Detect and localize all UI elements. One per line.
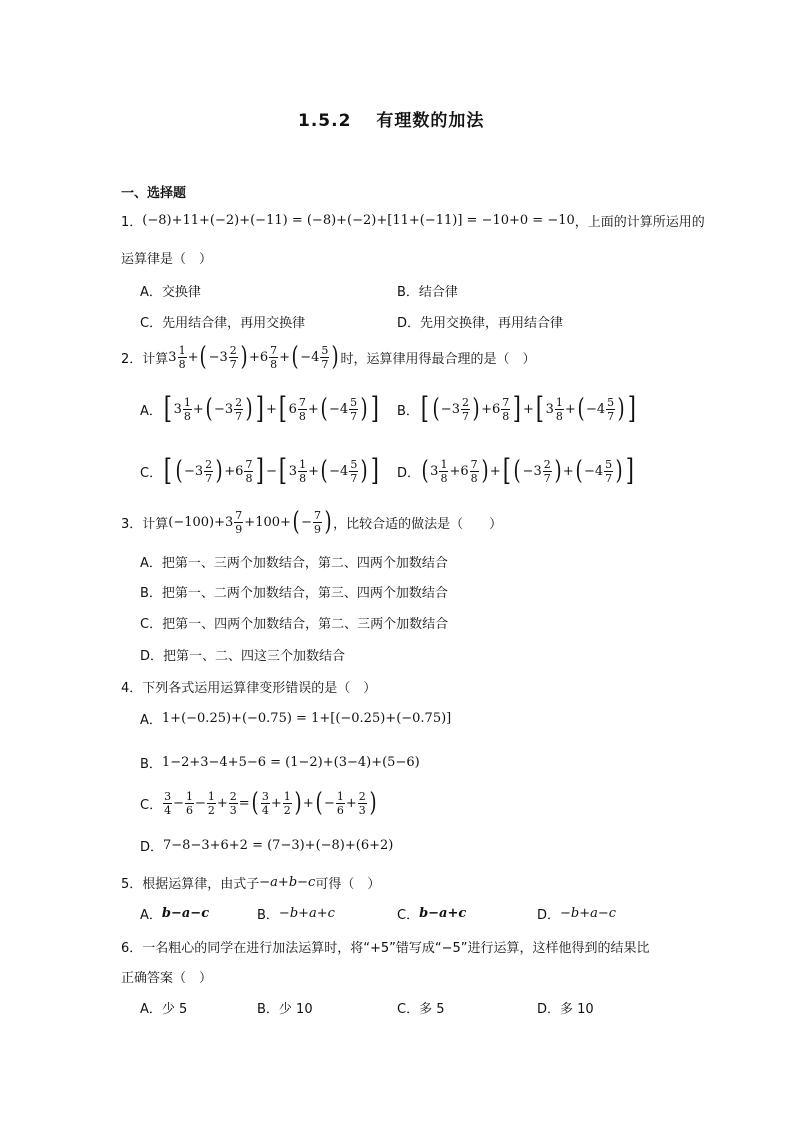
- question-2-option-b[interactable]: B． [ ( −3 $\frac{2}{7}$ ) +6 $\frac{7}{8}$ ] + [ 3 $\frac{1}{8}$ + ( −4 $\frac{5}{7}$ ) ]: [397, 391, 637, 426]
- question-2-stem-tail: 时，运算律用得最合理的是（ ）: [340, 351, 536, 367]
- question-6-option-a[interactable]: A．少 5: [140, 1002, 188, 1017]
- page-title: 1.5.2 有理数的加法: [298, 111, 485, 131]
- option-d-label: D．: [537, 908, 561, 923]
- option-b-label: B．: [140, 757, 162, 772]
- question-2-option-d[interactable]: D． ( 3 $\frac{1}{8}$ +6 $\frac{7}{8}$ ) + [ ( −3 $\frac{2}{7}$ ) + ( −4 $\frac{5}{7}$ ) ]: [397, 453, 635, 488]
- question-3-option-b[interactable]: B．把第一、二两个加数结合，第三、四两个加数结合: [140, 586, 448, 601]
- option-b-expression: 1−2+3−4+5−6 = (1−2)+(3−4)+(5−6): [161, 755, 420, 770]
- option-c-label: C．: [397, 908, 420, 923]
- question-6-option-d[interactable]: D．多 10: [537, 1002, 594, 1017]
- question-1-line-2: 运算律是（ ）: [121, 252, 213, 267]
- question-3-option-a[interactable]: A．把第一、三两个加数结合，第二、四两个加数结合: [140, 556, 448, 571]
- option-b-label: B．: [397, 403, 419, 419]
- question-3-stem: [121, 505, 502, 539]
- question-2-option-a[interactable]: A． [ 3 $\frac{1}{8}$ + ( −3 $\frac{2}{7}$ ) ] + [ 6 $\frac{7}{8}$ + ( −4 $\frac{5}{7}$ ) ]: [140, 391, 380, 426]
- question-4-option-a[interactable]: [140, 709, 451, 728]
- question-2-number: 2．计算: [121, 351, 169, 367]
- question-5-option-b[interactable]: [257, 904, 335, 923]
- option-c-label: C．: [140, 797, 163, 813]
- question-5-stem-tail: 可得（ ）: [315, 877, 381, 892]
- option-c-label: C．: [140, 465, 163, 481]
- question-5-option-d[interactable]: [537, 904, 616, 923]
- question-2-expression: 3 $\frac{1}{8}$ + ( −3 $\frac{2}{7}$ ) +6 $\frac{7}{8}$ + ( −4 $\frac{5}{7}$ ): [168, 342, 339, 372]
- question-1-number: 1．: [121, 215, 143, 230]
- option-d-expression: −b+a−c: [560, 906, 617, 921]
- option-a-label: A．: [140, 908, 162, 923]
- option-a-expression: 1+(−0.25)+(−0.75) = 1+[(−0.25)+(−0.75)]: [161, 711, 452, 726]
- question-5-option-c[interactable]: [397, 904, 466, 923]
- option-d-label: D．: [140, 840, 164, 855]
- section-heading: 一、选择题: [121, 186, 187, 201]
- question-1-option-b[interactable]: B．结合律: [397, 285, 458, 300]
- question-1-expression: (−8)+11+(−2)+(−11) = (−8)+(−2)+[11+(−11)] = −10+0 = −10: [142, 213, 575, 228]
- question-6-line-1: 6．一名粗心的同学在进行加法运算时，将“+5”错写成“−5”进行运算，这样他得到的结果比: [121, 941, 650, 956]
- question-5-stem: [121, 873, 380, 892]
- question-4-option-b[interactable]: [140, 753, 420, 772]
- option-d-expression: 7−8−3+6+2 = (7−3)+(−8)+(6+2): [163, 838, 394, 853]
- question-3-stem-tail: ，比较合适的做法是（ ）: [333, 516, 503, 532]
- question-4-option-c[interactable]: C． $\frac{3}{4}$ − $\frac{1}{6}$ − $\frac{1}{2}$ + $\frac{2}{3}$ = ( $\frac{3}{4}$ + $\frac{1}{2}$ ) + ( − $\frac{1}{6}$ + $\frac{2}{3}$ ): [140, 788, 377, 818]
- question-5-number: 5．根据运算律，由式子: [121, 877, 260, 892]
- question-4-stem: 4．下列各式运用运算律变形错误的是（ ）: [121, 681, 377, 696]
- option-b-expression: −b+a+c: [278, 906, 335, 921]
- option-b-label: B．: [257, 908, 279, 923]
- question-5-option-a[interactable]: [140, 904, 209, 923]
- question-1-option-c[interactable]: C．先用结合律，再用交换律: [140, 316, 306, 331]
- option-a-label: A．: [140, 713, 162, 728]
- question-1-line-1: [121, 211, 705, 230]
- option-a-expression: b−a−c: [161, 906, 210, 921]
- question-2-option-c[interactable]: C． [ ( −3 $\frac{2}{7}$ ) +6 $\frac{7}{8}$ ] − [ 3 $\frac{1}{8}$ + ( −4 $\frac{5}{7}$ ) ]: [140, 453, 380, 488]
- question-1-option-a[interactable]: A．交换律: [140, 285, 201, 300]
- question-3-option-d[interactable]: D．把第一、二、四这三个加数结合: [140, 649, 346, 664]
- question-3-expression: (−100)+3 $\frac{7}{9}$ +100+ ( − $\frac{7}{9}$ ): [168, 507, 332, 537]
- option-a-label: A．: [140, 403, 162, 419]
- question-3-number: 3．计算: [121, 516, 169, 532]
- option-d-label: D．: [397, 465, 421, 481]
- question-4-option-d[interactable]: [140, 836, 393, 855]
- question-6-option-b[interactable]: B．少 10: [257, 1002, 313, 1017]
- question-6-option-c[interactable]: C．多 5: [397, 1002, 445, 1017]
- question-1-option-d[interactable]: D．先用交换律，再用结合律: [397, 316, 564, 331]
- question-2-stem: [121, 340, 536, 374]
- question-1-stem-tail: ，上面的计算所运用的: [574, 215, 705, 230]
- question-6-line-2: 正确答案（ ）: [121, 971, 213, 986]
- option-c-expression: b−a+c: [419, 906, 467, 921]
- question-5-expression: −a+b−c: [259, 875, 316, 890]
- question-3-option-c[interactable]: C．把第一、四两个加数结合，第二、三两个加数结合: [140, 617, 449, 632]
